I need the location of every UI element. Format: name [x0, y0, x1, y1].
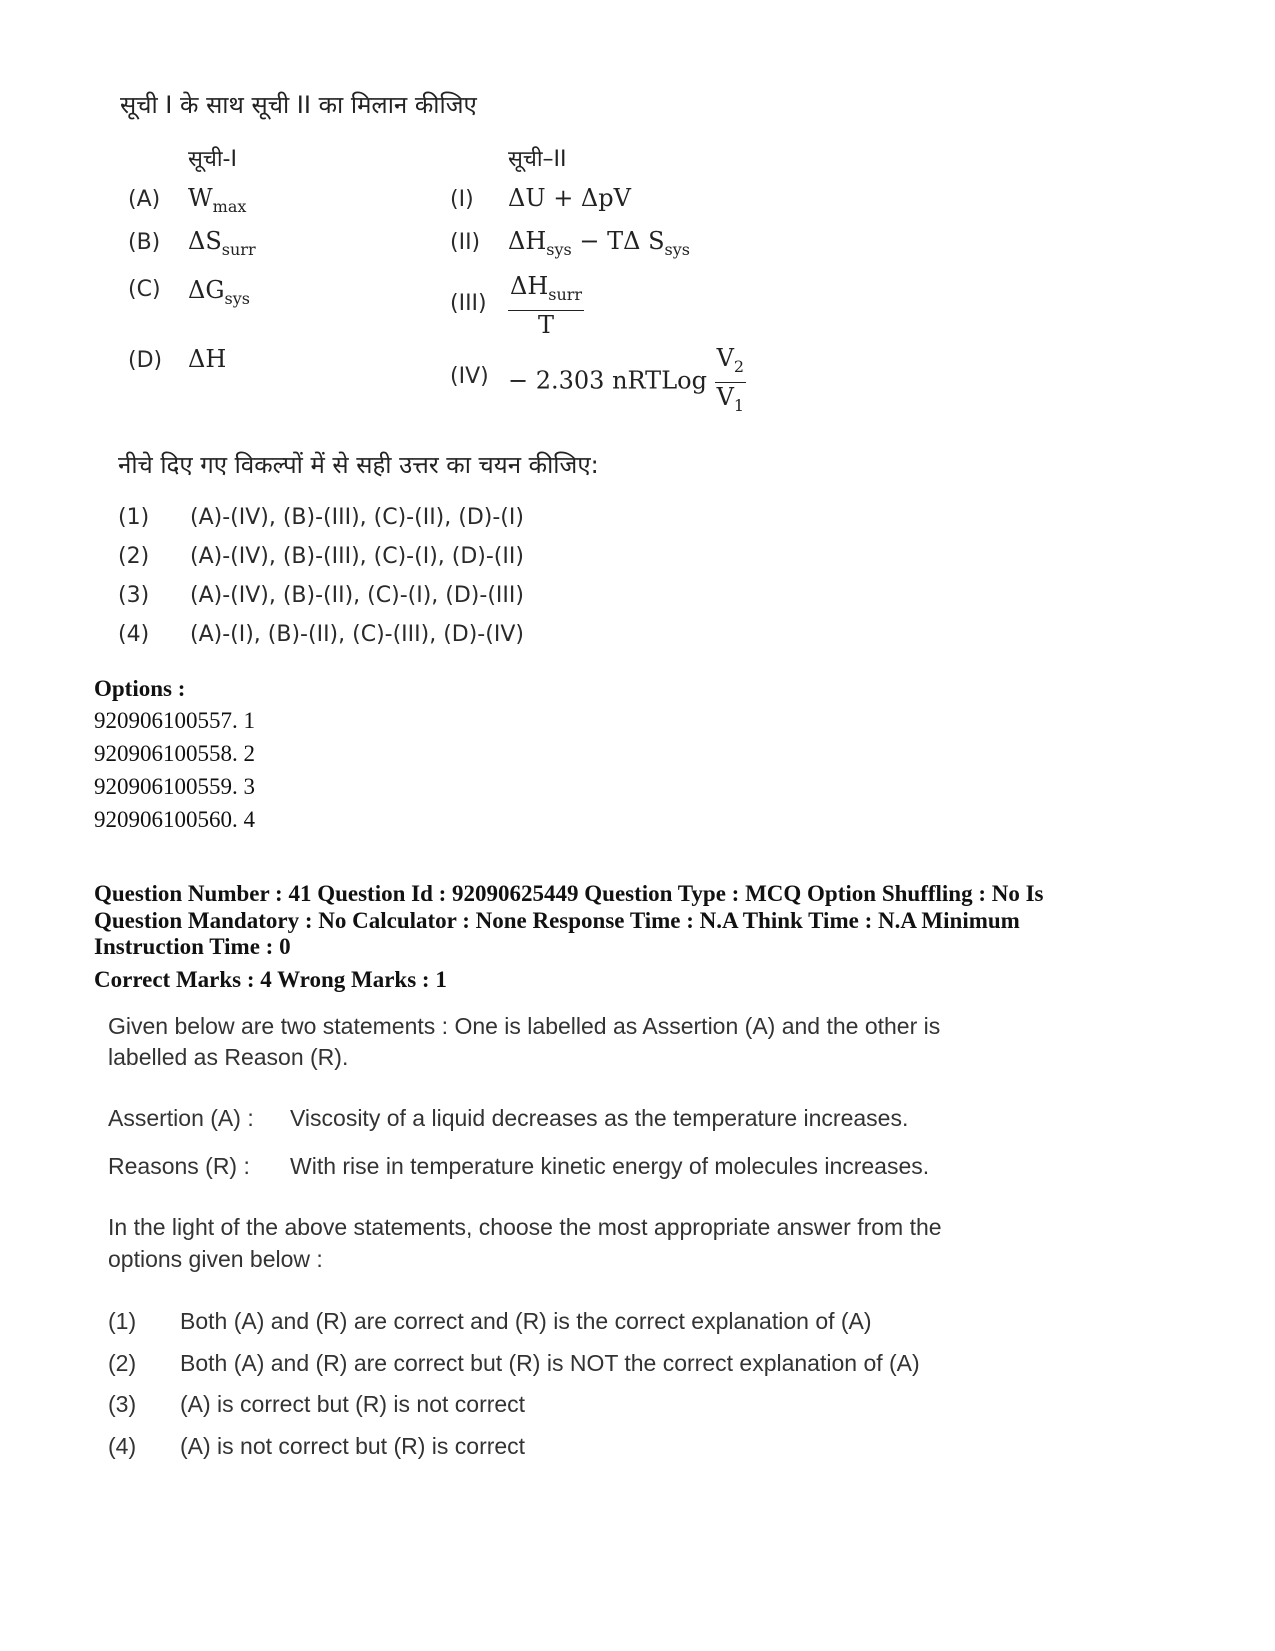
match-instruction: सूची I के साथ सूची II का मिलान कीजिए: [120, 91, 477, 119]
list2-label-iii: (III): [450, 291, 487, 316]
question-meta-line2: Question Mandatory : No Calculator : None Response Time : N.A Think Time : N.A Minimum: [94, 908, 1020, 933]
choice-number: (1): [108, 1308, 137, 1334]
choice-text: (A)-(IV), (B)-(II), (C)-(I), (D)-(III): [190, 583, 524, 608]
choice-text: (A)-(I), (B)-(II), (C)-(III), (D)-(IV): [190, 622, 524, 647]
fraction-dh-surr-over-t: $\frac{\Delta H_{surr}}{T}$: [510, 272, 583, 339]
fraction-v2-over-v1: $\frac{V_2}{V_1}$: [716, 344, 745, 415]
light-line1: In the light of the above statements, choose the most appropriate answer from the: [108, 1214, 942, 1240]
question-meta-line3: Instruction Time : 0: [94, 934, 291, 959]
list1-item-a: $W_{max}$: [188, 184, 247, 216]
choice-number: (1): [118, 505, 150, 530]
choice-text: Both (A) and (R) are correct and (R) is the correct explanation of (A): [180, 1308, 872, 1334]
choice-number: (2): [108, 1350, 137, 1376]
marks-line: Correct Marks : 4 Wrong Marks : 1: [94, 967, 447, 992]
options-label: Options :: [94, 676, 186, 701]
list2-label-ii: (II): [450, 230, 481, 255]
choice-number: (3): [108, 1391, 137, 1417]
option-id: 920906100557. 1: [94, 708, 255, 733]
choice-number: (3): [118, 583, 150, 608]
intro-line2: labelled as Reason (R).: [108, 1044, 349, 1070]
list2-item-iii: [508, 272, 584, 339]
list1-label-c: (C): [128, 277, 161, 302]
question-meta-line1: Question Number : 41 Question Id : 92090625449 Question Type : MCQ Option Shuffling : No Is: [94, 881, 1044, 906]
list2-item-iv: − 2.303 nRTLog $\frac{V_2}{V_1}$: [508, 344, 746, 420]
list2-label-i: (I): [450, 187, 474, 212]
list1-item-c: $\Delta G_{sys}$: [188, 276, 250, 308]
list2-header: सूची–II: [508, 147, 567, 172]
list1-label-d: (D): [128, 348, 163, 373]
choice-text: (A)-(IV), (B)-(III), (C)-(I), (D)-(II): [190, 544, 524, 569]
option-id: 920906100558. 2: [94, 741, 255, 766]
list1-item-d: ΔH: [188, 345, 227, 373]
intro-line1: Given below are two statements : One is labelled as Assertion (A) and the other is: [108, 1013, 941, 1039]
choice-text: (A) is not correct but (R) is correct: [180, 1433, 526, 1459]
assertion-label: Assertion (A) :: [108, 1105, 254, 1131]
list1-label-b: (B): [128, 230, 161, 255]
list1-item-b: $\Delta S_{surr}$: [188, 227, 256, 259]
choice-number: (2): [118, 544, 150, 569]
list2-label-iv: (IV): [450, 364, 489, 389]
light-line2: options given below :: [108, 1246, 323, 1272]
choose-prompt: नीचे दिए गए विकल्पों में से सही उत्तर का चयन कीजिए:: [118, 451, 599, 479]
choice-text: Both (A) and (R) are correct but (R) is NOT the correct explanation of (A): [180, 1350, 920, 1376]
choice-text: (A) is correct but (R) is not correct: [180, 1391, 526, 1417]
choice-number: (4): [118, 622, 150, 647]
choice-number: (4): [108, 1433, 137, 1459]
list2-item-ii: $\Delta H_{sys} - T\Delta$ $S_{sys}$: [508, 227, 690, 259]
list1-header: सूची-I: [188, 147, 237, 172]
option-id: 920906100559. 3: [94, 774, 255, 799]
list1-label-a: (A): [128, 187, 161, 212]
reason-label: Reasons (R) :: [108, 1153, 250, 1179]
choice-text: (A)-(IV), (B)-(III), (C)-(II), (D)-(I): [190, 505, 524, 530]
reason-text: With rise in temperature kinetic energy of molecules increases.: [290, 1153, 930, 1179]
list2-item-i: ΔU + ΔpV: [508, 184, 631, 212]
option-id: 920906100560. 4: [94, 807, 255, 832]
assertion-text: Viscosity of a liquid decreases as the temperature increases.: [290, 1105, 909, 1131]
